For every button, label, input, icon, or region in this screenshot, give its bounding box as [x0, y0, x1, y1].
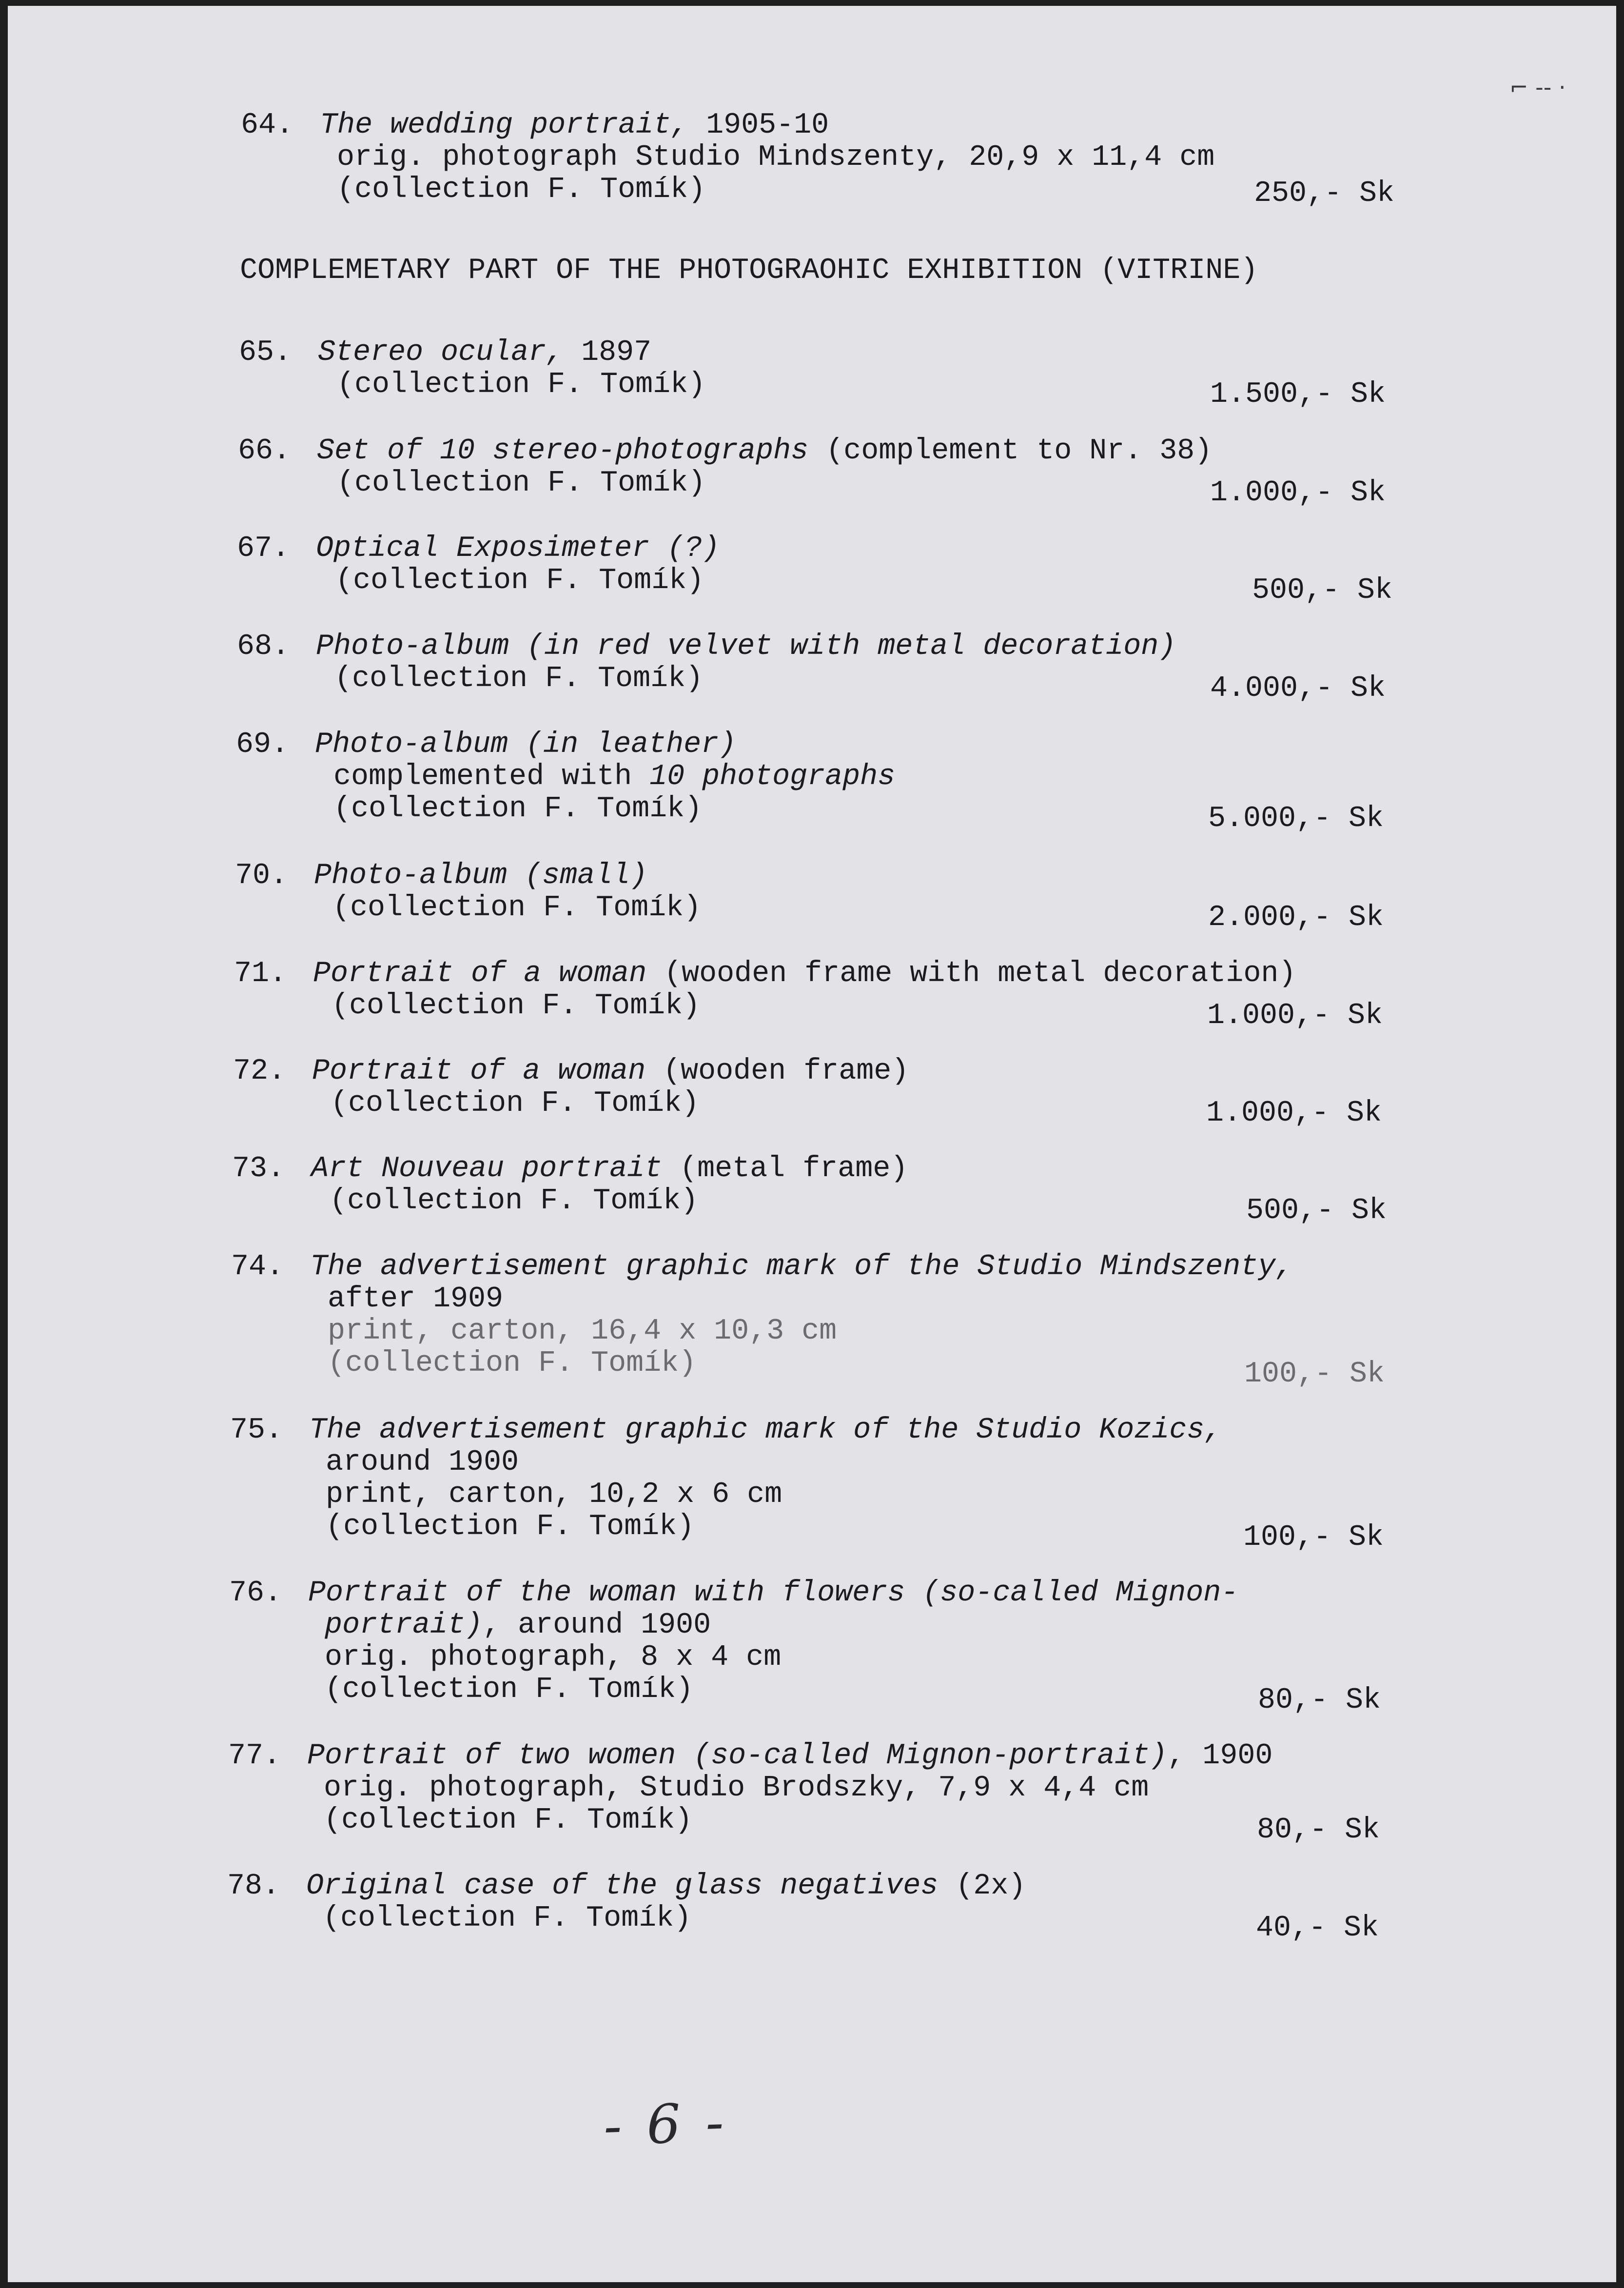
entry-title	[308, 1577, 1238, 1609]
entry-number: 73.	[232, 1152, 285, 1185]
entry-detail-line	[324, 1772, 1149, 1804]
italic-text: The advertisement graphic mark of the Studio Mindszenty,	[310, 1250, 1293, 1283]
italic-text: The advertisement graphic mark of the Studio Kozics,	[309, 1414, 1222, 1447]
entry-number: 66.	[238, 434, 291, 468]
entry-title	[309, 1414, 1222, 1446]
italic-text: Optical Exposimeter (?)	[316, 532, 720, 565]
entry-title	[315, 729, 736, 761]
text: (collection F. Tomík)	[323, 1902, 692, 1935]
entry-detail-line	[334, 663, 703, 695]
catalogue-entry	[8, 1870, 1616, 1945]
italic-text: Photo-album (in leather)	[315, 728, 737, 761]
entry-detail-line	[325, 1674, 693, 1706]
text: (metal frame)	[662, 1152, 908, 1185]
entry-detail-line	[325, 1609, 711, 1641]
entry-price: 500,- Sk	[1252, 574, 1393, 607]
text: (collection F. Tomík)	[326, 1510, 695, 1543]
catalogue-entry	[8, 109, 1616, 210]
catalogue-entry	[8, 336, 1616, 411]
entry-title	[314, 860, 647, 892]
text: (collection F. Tomík)	[337, 467, 706, 500]
italic-text: Portrait of a woman	[312, 1055, 646, 1088]
entry-title	[311, 1153, 908, 1185]
entry-price: 100,- Sk	[1244, 1358, 1385, 1391]
entry-detail-line	[328, 1283, 503, 1315]
italic-text: The wedding portrait,	[320, 109, 689, 142]
italic-text: Photo-album (in red velvet with metal decoration)	[316, 630, 1176, 663]
entry-price: 80,- Sk	[1257, 1814, 1380, 1847]
entry-title	[312, 1055, 909, 1087]
text: (collection F. Tomík)	[333, 891, 702, 925]
entry-detail-line	[324, 1804, 692, 1836]
entry-number: 74.	[231, 1250, 284, 1283]
text: (collection F. Tomík)	[325, 1673, 694, 1706]
text: (collection F. Tomík)	[337, 368, 706, 401]
text: 1897	[564, 336, 652, 369]
entry-price: 500,- Sk	[1246, 1194, 1387, 1227]
text: (collection F. Tomík)	[328, 1347, 697, 1380]
entry-detail-line	[337, 467, 705, 499]
entry-detail-line	[337, 369, 705, 401]
entry-price: 1.000,- Sk	[1206, 1097, 1382, 1130]
entry-detail-line	[326, 1446, 519, 1479]
italic-text: Set of 10 stereo-photographs	[317, 434, 809, 468]
entry-number: 77.	[228, 1739, 281, 1773]
entry-detail-line	[332, 990, 700, 1022]
text: (collection F. Tomík)	[324, 1804, 693, 1837]
entry-detail-line	[326, 1479, 782, 1511]
entry-title	[320, 109, 829, 141]
italic-text: 10 photographs	[649, 760, 896, 793]
catalogue-entry	[8, 1414, 1616, 1554]
entry-price: 1.000,- Sk	[1207, 999, 1383, 1032]
italic-text: Portrait of the woman with flowers (so-called Mignon-	[308, 1577, 1239, 1610]
entry-title	[307, 1740, 1272, 1772]
text: (collection F. Tomík)	[333, 792, 703, 826]
text: print, carton, 16,4 x 10,3 cm	[328, 1315, 837, 1348]
text: (collection F. Tomík)	[331, 1087, 700, 1120]
entry-detail-line	[333, 793, 702, 825]
entry-number: 75.	[230, 1414, 283, 1447]
document-page	[8, 6, 1616, 2282]
text: (collection F. Tomík)	[334, 662, 704, 695]
text: (collection F. Tomík)	[337, 173, 706, 206]
entry-number: 67.	[237, 532, 290, 565]
entry-title	[317, 435, 1212, 467]
entry-title	[310, 1251, 1293, 1283]
text: complemented with	[333, 760, 650, 793]
entry-title	[313, 958, 1296, 990]
entry-price: 80,- Sk	[1258, 1684, 1381, 1717]
italic-text: Portrait of two women (so-called Mignon-portrait)	[307, 1739, 1168, 1773]
entry-detail-line	[333, 761, 895, 793]
entry-detail-line	[333, 892, 701, 924]
text: (wooden frame with metal decoration)	[646, 957, 1296, 990]
text: (2x)	[938, 1870, 1026, 1903]
entry-detail-line	[331, 1087, 699, 1120]
entry-detail-line	[330, 1185, 698, 1217]
entry-number: 76.	[229, 1577, 282, 1610]
entry-price: 40,- Sk	[1256, 1912, 1379, 1945]
italic-text: portrait)	[325, 1609, 483, 1642]
text: , 1900	[1167, 1739, 1273, 1773]
entry-price: 1.000,- Sk	[1210, 476, 1386, 510]
entry-number: 71.	[234, 957, 287, 990]
entry-price: 5.000,- Sk	[1208, 802, 1384, 835]
entry-title	[316, 631, 1176, 663]
text: after 1909	[328, 1282, 504, 1316]
entry-detail-line	[328, 1347, 696, 1380]
italic-text: Photo-album (small)	[314, 859, 648, 892]
text: , around 1900	[483, 1609, 711, 1642]
entry-detail-line	[326, 1511, 694, 1543]
margin-mark: ⌐ -- ·	[1509, 74, 1566, 100]
italic-text: Original case of the glass negatives	[306, 1870, 939, 1903]
text: (collection F. Tomík)	[330, 1184, 699, 1218]
entry-number: 65.	[239, 336, 292, 369]
text: (complement to Nr. 38)	[808, 434, 1213, 468]
entry-detail-line	[325, 1641, 781, 1674]
entry-number: 78.	[227, 1870, 280, 1903]
italic-text: Portrait of a woman	[313, 957, 647, 990]
text: (wooden frame)	[646, 1055, 909, 1088]
entry-price: 250,- Sk	[1254, 177, 1395, 210]
text: print, carton, 10,2 x 6 cm	[326, 1478, 783, 1511]
entry-detail-line	[337, 141, 1214, 174]
entry-number: 70.	[235, 859, 288, 892]
entry-price: 100,- Sk	[1243, 1521, 1384, 1554]
italic-text: Art Nouveau portrait	[311, 1152, 663, 1185]
catalogue-entry	[8, 1577, 1616, 1717]
entry-detail-line	[328, 1315, 837, 1347]
entry-price: 2.000,- Sk	[1208, 901, 1384, 934]
text: 1905-10	[688, 109, 829, 142]
entry-title	[318, 336, 651, 369]
entry-title	[316, 533, 720, 565]
entry-title	[306, 1870, 1026, 1902]
entry-number: 68.	[237, 630, 290, 663]
text: around 1900	[326, 1446, 519, 1479]
entry-number: 72.	[233, 1055, 286, 1088]
text: orig. photograph, Studio Brodszky, 7,9 x 4,4 cm	[324, 1772, 1149, 1805]
catalogue-entry	[8, 1055, 1616, 1130]
entry-price: 4.000,- Sk	[1210, 672, 1386, 705]
text: (collection F. Tomík)	[332, 989, 701, 1023]
entry-detail-line	[323, 1902, 691, 1934]
text: (collection F. Tomík)	[335, 564, 704, 597]
page-number: - 6 -	[602, 2091, 729, 2158]
text: orig. photograph Studio Mindszenty, 20,9 x 11,4 cm	[337, 141, 1215, 174]
entry-number: 69.	[236, 728, 289, 761]
text: orig. photograph, 8 x 4 cm	[325, 1641, 782, 1674]
entry-detail-line	[337, 174, 705, 206]
italic-text: Stereo ocular,	[318, 336, 564, 369]
entry-number: 64.	[241, 109, 294, 142]
section-heading: COMPLEMETARY PART OF THE PHOTOGRAOHIC EXHIBITION (VITRINE)	[240, 254, 1258, 287]
entry-price: 1.500,- Sk	[1210, 378, 1386, 411]
entry-detail-line	[335, 565, 704, 597]
